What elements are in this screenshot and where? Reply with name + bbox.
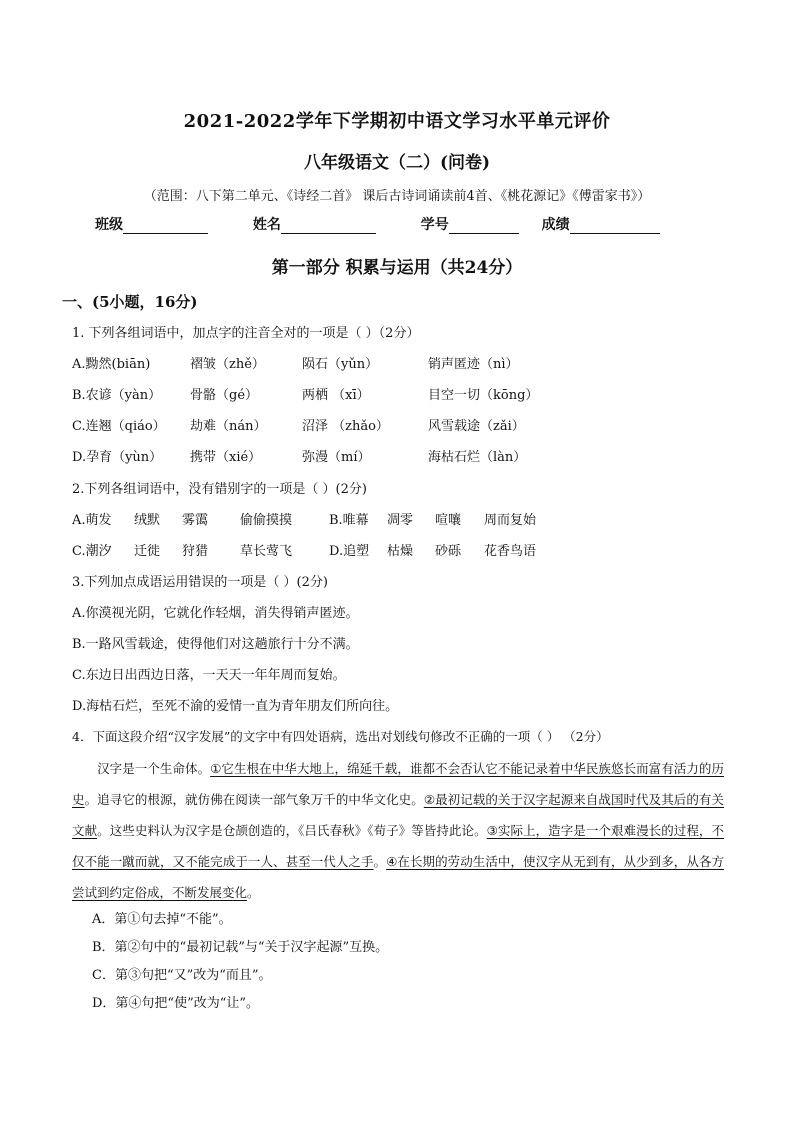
q4-option-d[interactable]: D．第④句把“使”改为“让”。 bbox=[92, 996, 260, 1011]
q2-option-b[interactable]: B.唯幕 bbox=[329, 513, 369, 528]
part-title: 第一部分 积累与运用（共24分） bbox=[271, 258, 523, 278]
exam-scope: （范围：八下第二单元、《诗经二首》 课后古诗词诵读前4首、《桃花源记》《傅雷家书》） bbox=[143, 189, 651, 204]
class-field[interactable]: 班级 bbox=[95, 214, 208, 234]
section-title: 一、(5小题，16分) bbox=[62, 293, 198, 311]
student-info-row bbox=[95, 214, 700, 234]
q3-option-a[interactable]: A.你漠视光阴，它就化作轻烟，消失得销声匿迹。 bbox=[72, 606, 359, 621]
q1-option-a[interactable]: A.黝然(biān) 褶皱（zhě） 陨石（yǔn） 销声匿迹（nì） bbox=[72, 357, 519, 372]
q4-passage: 汉字是一个生命体。①它生根在中华大地上，绵延千载，谁都不会否认它不能记录着中华民族悠长而富有活力的历史。追寻它的根源，就仿佛在阅读一部气象万千的中华文化史。②最初记载的关于汉字起源来自战国时代及其后的有关文献。这些史料认为汉字是仓颉创造的，《吕氏春秋》《荀子》等皆持此论。③实际上，造字是一个艰难漫长的过程，不仅不能一蹴而就，又不能完成于一人、甚至一代人之手。④在长期的劳动生活中，使汉字从无到有，从少到多，从各方尝试到约定俗成，不断发展变化。 bbox=[72, 761, 724, 900]
q1-option-d[interactable]: D.孕育（yùn） 携带（xié） 弥漫（mí） 海枯石烂（làn） bbox=[72, 450, 527, 465]
q2-option-c[interactable]: C.潮汐 bbox=[72, 544, 112, 559]
exam-title: 2021-2022学年下学期初中语文学习水平单元评价 bbox=[183, 111, 611, 132]
q4-stem: 4．下面这段介绍“汉字发展”的文字中有四处语病，选出对划线句修改不正确的一项（ ） （2分） bbox=[72, 729, 609, 744]
q4-sentence-1: ①它生根在中华大地上，绵延千载，谁都不会否认它不能记录着中华民族悠长而富有活力的历史 bbox=[72, 761, 724, 807]
q4-option-a[interactable]: A．第①句去掉“不能”。 bbox=[92, 912, 232, 927]
q4-sentence-4: ④在长期的劳动生活中，使汉字从无到有，从少到多，从各方尝试到约定俗成，不断发展变化 bbox=[72, 854, 724, 900]
name-field[interactable]: 姓名 bbox=[253, 214, 376, 234]
q3-option-d[interactable]: D.海枯石烂，至死不渝的爱情一直为青年朋友们所向往。 bbox=[72, 699, 399, 714]
q2-stem: 2.下列各组词语中，没有错别字的一项是（ ）(2分) bbox=[72, 482, 367, 497]
q2-options-row-2: C.潮汐 迁徙 狩猎 草长莺飞 D.追塑 枯燥 砂砾 花香鸟语 bbox=[72, 540, 722, 560]
q1-option-b[interactable]: B.农谚（yàn） 骨骼（gé） 两栖 （xī） 目空一切（kōng） bbox=[72, 388, 539, 403]
q3-stem: 3.下列加点成语运用错误的一项是（ ）(2分) bbox=[72, 575, 328, 590]
exam-subtitle: 八年级语文（二）(问卷) bbox=[303, 153, 491, 173]
q1-stem: 1. 下列各组词语中，加点字的注音全对的一项是（ ）（2分） bbox=[72, 326, 420, 341]
student-id-field[interactable]: 学号 bbox=[421, 214, 519, 234]
q3-option-c[interactable]: C.东边日出西边日落，一天天一年年周而复始。 bbox=[72, 668, 346, 683]
q3-option-b[interactable]: B.一路风雪载途，使得他们对这趟旅行十分不满。 bbox=[72, 637, 359, 652]
score-field[interactable]: 成绩 bbox=[542, 214, 660, 234]
q4-option-c[interactable]: C．第③句把“又”改为“而且”。 bbox=[92, 968, 272, 983]
q2-options-row-1: A.萌发 绒默 雾霭 偷偷摸摸 B.唯幕 凋零 喧嚷 周而复始 bbox=[72, 509, 722, 529]
q2-option-a[interactable]: A.萌发 bbox=[72, 513, 112, 528]
q4-sentence-2: ②最初记载的关于汉字起源来自战国时代及其后的有关文献 bbox=[72, 792, 724, 838]
q2-option-d[interactable]: D.追塑 bbox=[329, 544, 370, 559]
q4-option-b[interactable]: B．第②句中的“最初记载”与“关于汉字起源”互换。 bbox=[92, 940, 389, 955]
q4-sentence-3: ③实际上，造字是一个艰难漫长的过程，不仅不能一蹴而就，又不能完成于一人、甚至一代人之手 bbox=[72, 823, 724, 869]
q1-option-c[interactable]: C.连翘（qiáo） 劫难（nán） 沼泽 （zhǎo） 风雪载途（zǎi） bbox=[72, 419, 525, 434]
